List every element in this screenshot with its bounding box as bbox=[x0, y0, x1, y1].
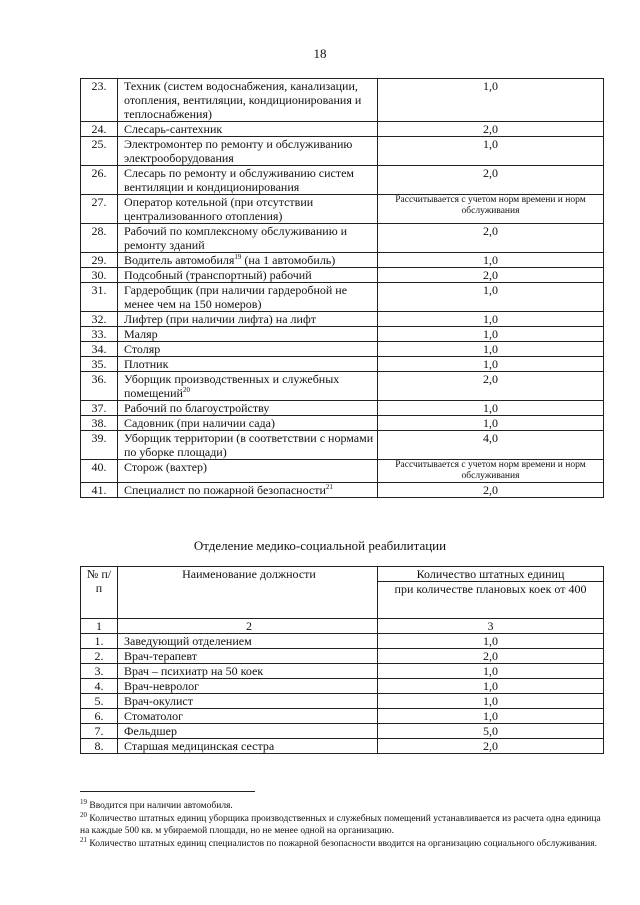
row-number: 27. bbox=[81, 195, 118, 224]
row-number: 29. bbox=[81, 253, 118, 268]
header-bed-count: при количестве плановых коек от 400 bbox=[378, 582, 604, 619]
table-row bbox=[81, 694, 604, 709]
table-row bbox=[81, 664, 604, 679]
position-name bbox=[118, 253, 378, 268]
row-number: 35. bbox=[81, 357, 118, 372]
staff-table-body bbox=[81, 79, 604, 498]
staff-units-value: 1,0 bbox=[378, 312, 604, 327]
position-name: Врач-терапевт bbox=[118, 649, 378, 664]
footnote bbox=[80, 797, 610, 812]
header-number: № п/п bbox=[81, 567, 118, 619]
row-number: 41. bbox=[81, 483, 118, 498]
position-name-text: Уборщик производственных и служебных помещений bbox=[124, 372, 340, 400]
footnote-text: Количество штатных единиц специалистов по пожарной безопасности вводится на организацию социального обслуживания. bbox=[87, 839, 597, 849]
rehab-table-body bbox=[81, 567, 604, 754]
footnote bbox=[80, 810, 610, 837]
staff-units-value: Рассчитывается с учетом норм времени и норм обслуживания bbox=[378, 195, 604, 224]
table-row bbox=[81, 327, 604, 342]
table-row bbox=[81, 166, 604, 195]
table-row bbox=[81, 483, 604, 498]
staff-units-value: 2,0 bbox=[378, 122, 604, 137]
row-number: 40. bbox=[81, 460, 118, 483]
position-name bbox=[118, 483, 378, 498]
table-row bbox=[81, 137, 604, 166]
footnote-divider bbox=[80, 791, 255, 792]
table-row bbox=[81, 342, 604, 357]
staff-units-value: Рассчитывается с учетом норм времени и норм обслуживания bbox=[378, 460, 604, 483]
staff-units-value: 2,0 bbox=[378, 268, 604, 283]
table-row bbox=[81, 401, 604, 416]
position-name: Сторож (вахтер) bbox=[118, 460, 378, 483]
table-row bbox=[81, 357, 604, 372]
staff-units-value: 1,0 bbox=[378, 327, 604, 342]
position-name: Маляр bbox=[118, 327, 378, 342]
position-name: Врач-окулист bbox=[118, 694, 378, 709]
table-row bbox=[81, 195, 604, 224]
row-number: 5. bbox=[81, 694, 118, 709]
row-number: 8. bbox=[81, 739, 118, 754]
table-row bbox=[81, 709, 604, 724]
row-number: 1. bbox=[81, 634, 118, 649]
row-number: 24. bbox=[81, 122, 118, 137]
position-name: Садовник (при наличии сада) bbox=[118, 416, 378, 431]
position-name: Электромонтер по ремонту и обслуживанию электрооборудования bbox=[118, 137, 378, 166]
staff-units-value: 2,0 bbox=[378, 224, 604, 253]
row-number: 32. bbox=[81, 312, 118, 327]
index-cell: 2 bbox=[118, 619, 378, 634]
position-name-suffix: (на 1 автомобиль) bbox=[241, 253, 336, 267]
table-row bbox=[81, 253, 604, 268]
footnote-mark: 19 bbox=[80, 797, 87, 806]
position-name: Столяр bbox=[118, 342, 378, 357]
staff-units-value: 4,0 bbox=[378, 431, 604, 460]
staff-units-value: 1,0 bbox=[378, 634, 604, 649]
row-number: 28. bbox=[81, 224, 118, 253]
index-cell: 3 bbox=[378, 619, 604, 634]
table-row bbox=[81, 224, 604, 253]
position-name: Слесарь-сантехник bbox=[118, 122, 378, 137]
position-name: Гардеробщик (при наличии гардеробной не менее чем на 150 номеров) bbox=[118, 283, 378, 312]
header-staff-units: Количество штатных единиц bbox=[378, 567, 604, 582]
staff-units-value: 2,0 bbox=[378, 483, 604, 498]
position-name: Стоматолог bbox=[118, 709, 378, 724]
position-name bbox=[118, 372, 378, 401]
staff-units-value: 2,0 bbox=[378, 372, 604, 401]
row-number: 26. bbox=[81, 166, 118, 195]
row-number: 30. bbox=[81, 268, 118, 283]
table-row bbox=[81, 724, 604, 739]
footnote-list bbox=[80, 797, 610, 850]
rehab-department-table bbox=[80, 566, 604, 754]
position-name: Уборщик территории (в соответствии с нормами по уборке площади) bbox=[118, 431, 378, 460]
table-row bbox=[81, 312, 604, 327]
staff-units-value: 1,0 bbox=[378, 342, 604, 357]
footnote-reference: 19 bbox=[234, 253, 242, 261]
position-name: Рабочий по благоустройству bbox=[118, 401, 378, 416]
position-name: Заведующий отделением bbox=[118, 634, 378, 649]
position-name-text: Водитель автомобиля bbox=[124, 253, 235, 267]
position-name: Фельдшер bbox=[118, 724, 378, 739]
staff-units-value: 2,0 bbox=[378, 649, 604, 664]
staff-units-value: 1,0 bbox=[378, 401, 604, 416]
position-name: Оператор котельной (при отсутствии централизованного отопления) bbox=[118, 195, 378, 224]
staff-units-value: 1,0 bbox=[378, 253, 604, 268]
staff-units-value: 1,0 bbox=[378, 694, 604, 709]
table-row bbox=[81, 634, 604, 649]
position-name: Рабочий по комплексному обслуживанию и ремонту зданий bbox=[118, 224, 378, 253]
footnote bbox=[80, 835, 610, 850]
row-number: 38. bbox=[81, 416, 118, 431]
row-number: 31. bbox=[81, 283, 118, 312]
header-position-name: Наименование должности bbox=[118, 567, 378, 619]
table-row bbox=[81, 649, 604, 664]
row-number: 4. bbox=[81, 679, 118, 694]
footnote-mark: 21 bbox=[80, 835, 87, 844]
footnote-reference: 20 bbox=[182, 386, 190, 394]
row-number: 25. bbox=[81, 137, 118, 166]
staff-units-value: 2,0 bbox=[378, 739, 604, 754]
staff-units-value: 1,0 bbox=[378, 137, 604, 166]
staff-units-value: 1,0 bbox=[378, 283, 604, 312]
staff-units-value: 1,0 bbox=[378, 357, 604, 372]
row-number: 6. bbox=[81, 709, 118, 724]
position-name: Врач – психиатр на 50 коек bbox=[118, 664, 378, 679]
index-cell: 1 bbox=[81, 619, 118, 634]
position-name: Старшая медицинская сестра bbox=[118, 739, 378, 754]
page-number: 18 bbox=[313, 46, 327, 61]
footnote-reference: 21 bbox=[325, 483, 333, 491]
row-number: 7. bbox=[81, 724, 118, 739]
staff-units-value: 1,0 bbox=[378, 664, 604, 679]
table-row bbox=[81, 79, 604, 122]
table-row bbox=[81, 460, 604, 483]
table-row bbox=[81, 679, 604, 694]
row-number: 34. bbox=[81, 342, 118, 357]
staff-units-value: 1,0 bbox=[378, 79, 604, 122]
staff-units-value: 1,0 bbox=[378, 679, 604, 694]
row-number: 36. bbox=[81, 372, 118, 401]
table-row bbox=[81, 739, 604, 754]
table-row bbox=[81, 416, 604, 431]
row-number: 37. bbox=[81, 401, 118, 416]
footnote-text: Вводится при наличии автомобиля. bbox=[87, 801, 233, 811]
table-row bbox=[81, 372, 604, 401]
footnotes bbox=[80, 791, 610, 851]
table-row bbox=[81, 268, 604, 283]
footnote-text: Количество штатных единиц уборщика производственных и служебных помещений устанавливается из расчета одна единица на каждые 500 кв. м убираемой площади, но не менее одной на организацию. bbox=[80, 814, 601, 836]
footnote-mark: 20 bbox=[80, 810, 87, 819]
table-row bbox=[81, 122, 604, 137]
row-number: 33. bbox=[81, 327, 118, 342]
staff-units-value: 5,0 bbox=[378, 724, 604, 739]
table-index-row bbox=[81, 619, 604, 634]
row-number: 39. bbox=[81, 431, 118, 460]
position-name: Плотник bbox=[118, 357, 378, 372]
row-number: 3. bbox=[81, 664, 118, 679]
row-number: 23. bbox=[81, 79, 118, 122]
table-row bbox=[81, 283, 604, 312]
staff-units-value: 1,0 bbox=[378, 709, 604, 724]
position-name-text: Специалист по пожарной безопасности bbox=[124, 483, 326, 497]
position-name: Врач-невролог bbox=[118, 679, 378, 694]
staff-units-value: 1,0 bbox=[378, 416, 604, 431]
position-name: Подсобный (транспортный) рабочий bbox=[118, 268, 378, 283]
row-number: 2. bbox=[81, 649, 118, 664]
staff-table-continued bbox=[80, 78, 604, 498]
position-name: Лифтер (при наличии лифта) на лифт bbox=[118, 312, 378, 327]
staff-units-value: 2,0 bbox=[378, 166, 604, 195]
position-name: Техник (систем водоснабжения, канализации, отопления, вентиляции, кондиционирования и теплоснабжения) bbox=[118, 79, 378, 122]
section-title: Отделение медико-социальной реабилитации bbox=[193, 538, 447, 553]
table-header-row bbox=[81, 567, 604, 582]
table-row bbox=[81, 431, 604, 460]
position-name: Слесарь по ремонту и обслуживанию систем вентиляции и кондиционирования bbox=[118, 166, 378, 195]
